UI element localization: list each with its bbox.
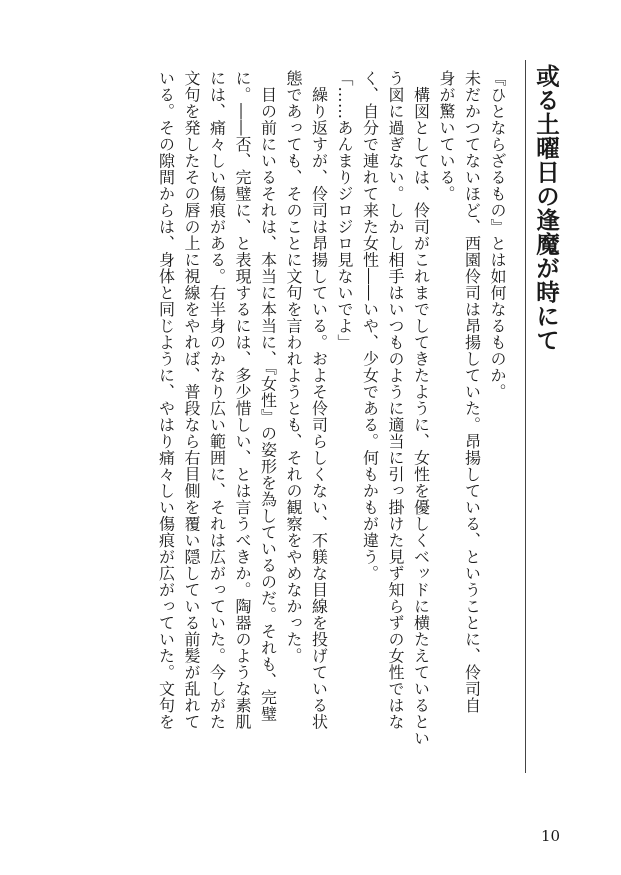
text-line: 未だかつてないほど、西園伶司は昂揚していた。昂揚している、ということに、伶司自 bbox=[462, 70, 482, 714]
text-line: 繰り返すが、伶司は昂揚している。およそ伶司らしくない、不躾な目線を投げている状 bbox=[309, 70, 329, 730]
chapter-title: 或る土曜日の逢魔が時にて bbox=[532, 64, 560, 352]
text-line: 『ひとならざるもの』とは如何なるものか。 bbox=[488, 70, 507, 400]
text-line: 構図としては、伶司がこれまでしてきたように、女性を優しくベッドに横たえているとい bbox=[411, 70, 431, 747]
text-line: 身が驚いている。 bbox=[437, 70, 456, 202]
text-line: 態であっても、そのことに文句を言われようとも、それの観察をやめなかった。 bbox=[284, 70, 303, 664]
text-line: には、痛々しい傷痕がある。右半身のかなり広い範囲に、それは広がっていた。今しがた bbox=[207, 70, 227, 730]
text-line: う図に過ぎない。しかし相手はいつものように適当に引っ掛けた見ず知らずの女性ではな bbox=[386, 70, 405, 730]
page-number: 10 bbox=[541, 827, 561, 845]
text-line: 目の前にいるそれは、本当に本当に、『女性』の姿形を為しているのだ。それも、完璧 bbox=[258, 70, 278, 722]
text-line: いる。その隙間からは、身体と同じように、やはり痛々しい傷痕が広がっていた。文句を bbox=[156, 70, 176, 730]
text-line: 「……あんまりジロジロ見ないでよ」 bbox=[335, 70, 354, 351]
text-line: 文句を発したその唇の上に視線をやれば、普段なら右目側を覆い隠している前髪が乱れて bbox=[182, 70, 201, 730]
title-divider bbox=[525, 60, 526, 773]
text-line: く、自分で連れて来た女性――いや、少女である。何もかもが違う。 bbox=[360, 70, 380, 582]
text-line: に。――否、完璧に、と表現するには、多少惜しい、とは言うべきか。陶器のような素肌 bbox=[233, 70, 252, 730]
body-text bbox=[64, 70, 510, 790]
